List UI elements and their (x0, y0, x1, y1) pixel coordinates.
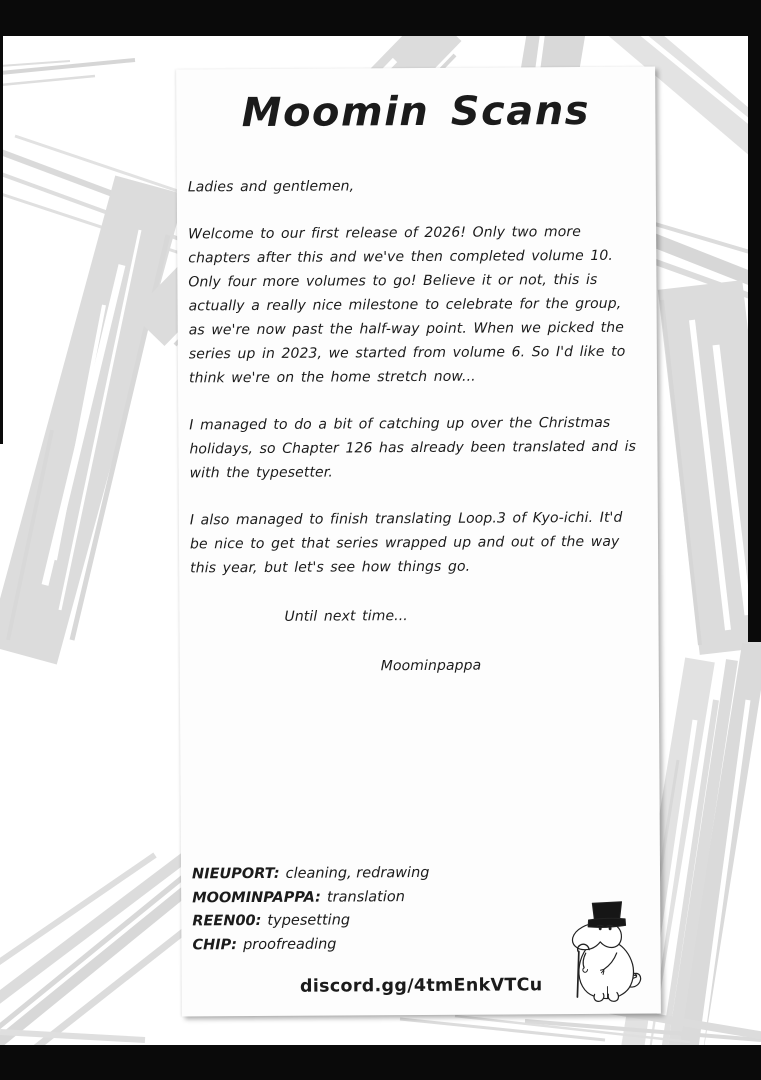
credit-name: REEN00: (192, 912, 262, 930)
credit-name: CHIP: (192, 936, 238, 953)
letter-body (188, 173, 643, 680)
credit-row (192, 909, 430, 934)
page-title: Moomin Scans (241, 87, 591, 137)
credit-name: MOOMINPAPPA: (192, 889, 322, 906)
credit-name: NIEUPORT: (191, 865, 280, 883)
credit-role: typesetting (267, 912, 351, 929)
page-border-top (0, 0, 761, 36)
page-border-left (0, 36, 3, 444)
letter-card (176, 67, 661, 1017)
page-border-right (748, 0, 761, 642)
credits-list (192, 862, 430, 957)
letter-paragraph: Welcome to our first release of 2026! Only two more chapters after this and we've then completed volume 10. Only four more volumes to go! Believe it or not, this is actually a really nice milestone to celebrate for the group, as we're now past the half-way point. When we picked the series up in 2023, we started from volume 6. So I'd like to think we're on the home stretch now... (188, 224, 626, 387)
letter-paragraph: I also managed to finish translating Loop.3 of Kyo-ichi. It'd be nice to get that series wrapped up and out of the way this year, but let's see how things go. (189, 509, 623, 577)
credit-role: proofreading (243, 936, 337, 953)
credit-row (192, 862, 430, 887)
letter-signature: Moominpappa (380, 657, 482, 675)
discord-invite-text: discord.gg/4tmEnkVTCu (299, 975, 543, 997)
credit-role: cleaning, redrawing (285, 864, 430, 882)
credit-row (192, 885, 430, 910)
credit-row (192, 932, 430, 957)
letter-closing: Until next time... (284, 608, 408, 625)
credit-role: translation (326, 888, 405, 906)
letter-salutation: Ladies and gentlemen, (187, 178, 355, 196)
moominpappa-mascot-illustration (562, 897, 649, 1006)
page-border-bottom (0, 1045, 761, 1080)
letter-paragraph: I managed to do a bit of catching up over the Christmas holidays, so Chapter 126 has already been translated and is with the typesetter. (189, 414, 636, 482)
